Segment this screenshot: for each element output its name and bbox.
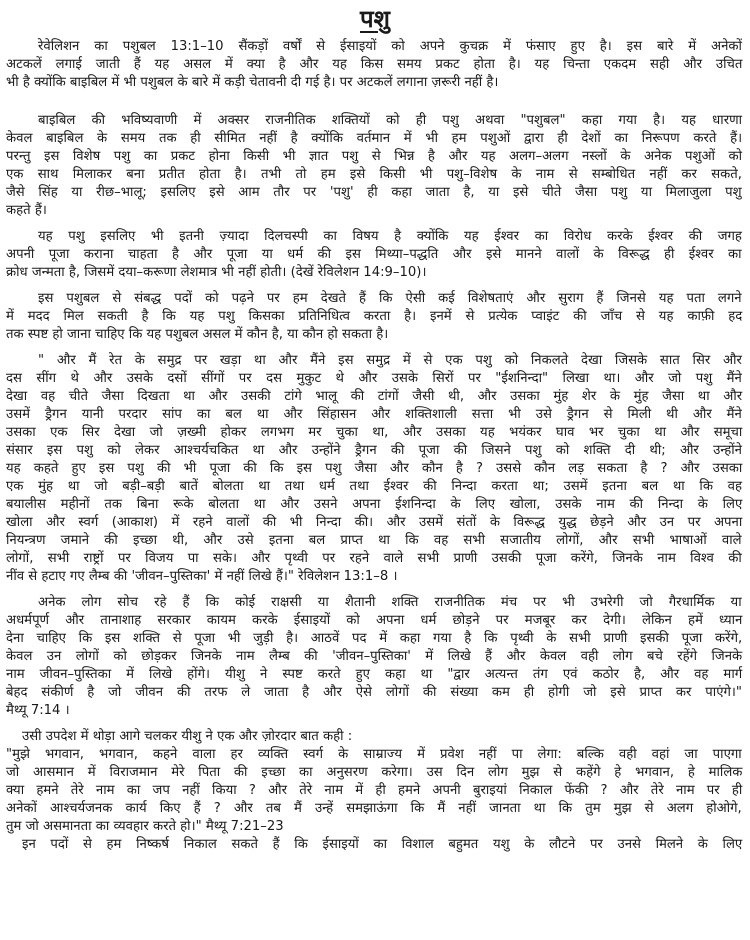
text-line: क्या हमने तेरे नाम का जप नहीं किया ? और तेरे नाम में ही हमने अपनी बुराइयां निकाल फेंकी ? और तेरे नाम पर ही bbox=[6, 783, 743, 798]
text-line: बेहद संकीर्ण है जो जीवन की तरफ ले जाता है और ऐसे लोगों की संख्या कम ही होगी जो इसे प्राप्त कर पाएंगे।" bbox=[6, 685, 742, 700]
text-line: संसार इस पशु को लेकर आश्चर्यचकित था और उन्होंने ड्रैगन की पूजा की जिसने पशु को शक्ति दी थी; और उन्होंने bbox=[6, 443, 742, 458]
text-line: नाम जीवन–पुस्तिका में लिखे होंगे। यीशु ने स्पष्ट करते हुए कहा था "द्वार अत्यन्त तंग एवं कठोर है, और वह मार्ग bbox=[6, 667, 743, 682]
text-line: कहते हैं। bbox=[6, 203, 47, 218]
text-line: यह कहते हुए इस पशु की भी पूजा की कि इस पशु जैसा और कौन है ? उससे कौन लड़ सकता है ? और उसका bbox=[6, 461, 743, 476]
text-line: तक स्पष्ट हो जाना चाहिए कि यह पशुबल असल में कौन है, या कौन हो सकता है। bbox=[6, 327, 389, 342]
text-line: क्रोध जन्मता है, जिसमें दया–करूणा लेशमात्र भी नहीं होती। (देखें रेविलेशन 14:9–10)। bbox=[6, 265, 427, 280]
text-line: " और मैं रेत के समुद्र पर खड़ा था और मैंने इस समुद्र में से एक पशु को निकलते देखा जिसके सात सिर और bbox=[38, 353, 742, 368]
text-line: केवल उन लोगों को छोड़कर जिनके नाम लैम्ब की 'जीवन–पुस्तिका' में लिखे हैं और केवल वही लोग बचे रहेंगे जिनके bbox=[6, 649, 743, 664]
text-line: दस सींग थे और उसके दसों सींगों पर दस मुकुट थे और उसके सिरों पर "ईशनिन्दा" लिखा था। और जो पशु मैंने bbox=[6, 371, 742, 386]
text-line: मैथ्यू 7:14 । bbox=[6, 703, 70, 718]
text-line: इन पदों से हम निष्कर्ष निकाल सकते हैं कि ईसाइयों का विशाल बहुमत यशु के लौटने पर उनसे मिलने के लिए bbox=[22, 837, 743, 852]
text-line: अटकलें लगाई जाती हैं यह असल में क्या है और यह किस समय प्रकट होता है। यह चिन्ता एकदम सही और उचित bbox=[6, 57, 743, 72]
text-line: उसी उपदेश में थोड़ा आगे चलकर यीशु ने एक और ज़ोरदार बात कही : bbox=[22, 729, 353, 744]
text-line: यह पशु इसलिए भी इतनी ज़्यादा दिलचस्पी का विषय है क्योंकि यह ईश्वर का विरोध करके ईश्वर की जगह bbox=[38, 229, 742, 244]
text-line: नींव से हटाए गए लैम्ब की 'जीवन–पुस्तिका' में नहीं लिखे हैं।" रेविलेशन 13:1–8 । bbox=[6, 569, 398, 584]
text-line: में मदद मिल सकती है कि यह पशु किसका प्रतिनिधित्व करता है। इनमें से प्रत्येक प्वाइंट की जाँच से यह काफ़ी हद bbox=[6, 309, 743, 324]
text-line: "मुझे भगवान, भगवान, कहने वाला हर व्यक्ति स्वर्ग के साम्राज्य में प्रवेश नहीं पा लेगा: बल्कि वही वहां जा पाएगा bbox=[6, 747, 742, 762]
text-line: उसका एक सिर देखा जो ज़ख्मी होकर लगभग मर चुका था, और उसका यह भयंकर घाव भर चुका था और समूचा bbox=[6, 425, 743, 440]
text-line: अनेक लोग सोच रहे हैं कि कोई राक्षसी या शैतानी शक्ति राजनीतिक मंच पर भी उभरेगी जो गैरधार्मिक या bbox=[38, 595, 742, 610]
text-line: खोला और स्वर्ग (आकाश) में रहने वालों की भी निन्दा की। और उसमें संतों के विरूद्ध युद्ध छेड़ने और उन पर अपना bbox=[6, 515, 743, 530]
text-line: अपनी पूजा कराना चाहता है और पूजा या धर्म की इस मिथ्या–पद्धति और इसे मानने वालों के विरूद्ध ही ईश्वर का bbox=[6, 247, 742, 262]
text-line: देना चाहिए कि इस शक्ति से पूजा भी जुड़ी है। आठवें पद में कहा गया है कि पृथ्वी के सभी प्राणी इसकी पूजा करेंगे, bbox=[6, 631, 743, 646]
text-line: लोगों, सभी राष्ट्रों पर विजय पा सके। और पृथ्वी पर रहने वाले सभी प्राणी उसकी पूजा करेंगे, जिनके नाम विश्व की bbox=[6, 551, 742, 566]
text-line: भी है क्योंकि बाइबिल में भी पशुबल के बारे में कड़ी चेतावनी दी गई है। पर अटकलें लगाना ज़रूरी नहीं है। bbox=[6, 75, 499, 90]
text-line: रेवेलिशन का पशुबल 13:1–10 सैंकड़ों वर्षों से ईसाइयों को अपने कुचक्र में फंसाए हुए है। इस बारे में अनेकों bbox=[38, 39, 742, 54]
text-line: परन्तु इस विशेष पशु का प्रकट होना किसी भी ज्ञात पशु से भिन्न है और यह अलग–अलग नस्लों के अनेक पशुओं को bbox=[6, 149, 743, 164]
text-line: अधर्मपूर्ण और तानाशाह सरकार कायम करके ईसाइयों को अपना धर्म छोड़ने पर मजबूर कर देगी। लेकिन हमें ध्यान bbox=[6, 613, 743, 628]
text-line: तुम जो असमानता का व्यवहार करते हो।" मैथ्यू 7:21–23 bbox=[6, 819, 284, 834]
text-line: देखा वह चीते जैसा दिखता था और उसकी टांगे भालू की टांगों जैसी थी, और उसका मुंह शेर के मुंह जैसा था और bbox=[6, 389, 743, 404]
text-line: जैसे सिंह या रीछ–भालू; इसलिए इसे आम तौर पर 'पशु' ही कहा जाता है, या इसे चीते जैसा पशु या मिलाजुला पशु bbox=[6, 185, 742, 200]
text-line: एक साथ मिलाकर बना प्रतीत होता है। तभी तो हम इसे किसी भी पशु–विशेष के नाम से सम्बोधित नहीं कर सकते, bbox=[6, 167, 742, 182]
text-line: केवल बाइबिल के समय तक ही सीमित नहीं है क्योंकि वर्तमान में भी हम पशुओं द्वारा ही देशों का निरूपण करते हैं। bbox=[6, 131, 743, 146]
page-title: पशु bbox=[360, 5, 390, 33]
text-line: अनेकों आश्चर्यजनक कार्य किए हैं ? और तब मैं उन्हें समझाऊंगा कि मैं नहीं जानता था कि तुम मुझ से अलग होओगे, bbox=[6, 801, 742, 816]
text-line: बयालीस महीनों तक बिना रूके बोलता था और उसने अपना ईशनिन्दा के लिए खोला, उसके नाम की निन्दा के लिए bbox=[6, 497, 743, 512]
text-line: एक मुंह था जो बड़ी–बड़ी बातें बोलता था तथा धर्म तथा ईश्वर की निन्दा करता था; उसमें इतना बल था कि वह bbox=[6, 479, 742, 494]
text-line: बाइबिल की भविष्यवाणी में अक्सर राजनीतिक शक्तियों को ही पशु अथवा "पशुबल" कहा गया है। यह धारणा bbox=[38, 113, 743, 128]
text-line: उसमें ड्रैगन यानी परदार सांप का बल था और सिंहासन और शक्तिशाली सत्ता भी उसे ड्रैगन से मिली थी और मैंने bbox=[6, 407, 742, 422]
text-line: जो आसमान में विराजमान मेरे पिता की इच्छा का अनुसरण करेगा। उस दिन लोग मुझ से कहेंगे हे भगवान, हे मालिक bbox=[6, 765, 743, 780]
text-line: इस पशुबल से संबद्ध पदों को पढ़ने पर हम देखते हैं कि ऐसी कई विशेषताएं और सुराग हैं जिनसे यह पता लगने bbox=[38, 291, 742, 306]
text-line: नियन्त्रण जमाने की इच्छा थी, और उसे इतना बल प्राप्त था कि वह सभी सजातीय लोगों, और सभी भाषाओं वाले bbox=[6, 533, 742, 548]
